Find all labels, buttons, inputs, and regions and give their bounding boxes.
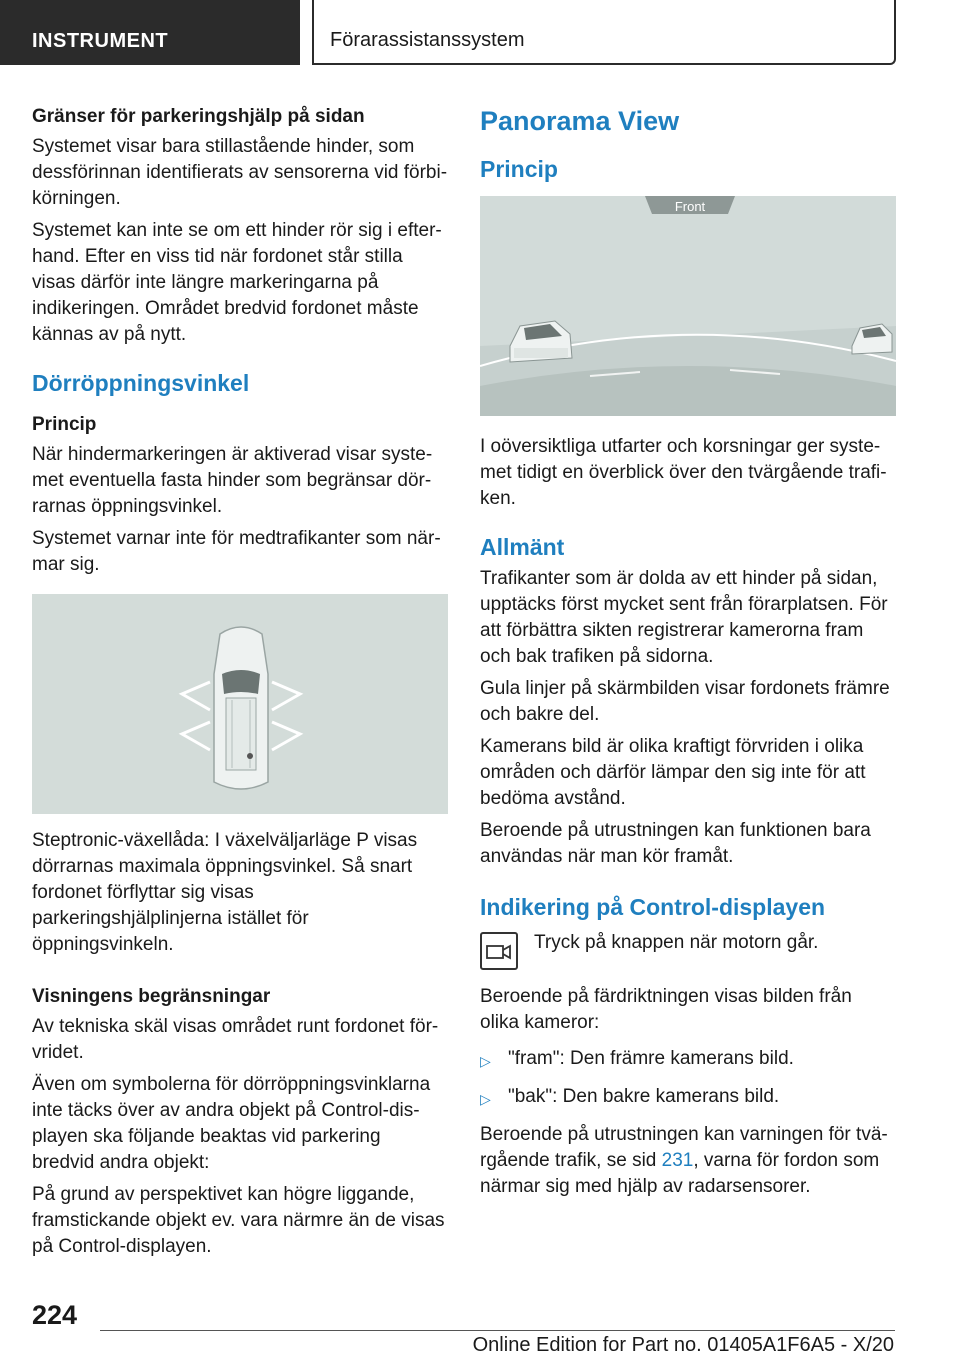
heading-display-limits: Visningens begränsningar <box>32 986 271 1007</box>
page-link[interactable]: 231 <box>661 1150 694 1171</box>
chapter-tab: INSTRUMENT <box>0 0 300 65</box>
paragraph: Kamerans bild är olika kraftigt förvriden i olika områden och därför lämpar den sig inte för att bedöma avstånd. <box>480 736 866 809</box>
heading-control-display: Indikering på Control-displayen <box>480 894 826 920</box>
panorama-image <box>480 196 896 416</box>
paragraph: På grund av perspektivet kan högre liggande, framstickande objekt ev. vara närmre än de visas på Control-displayen. <box>32 1184 445 1257</box>
button-instruction <box>480 932 896 970</box>
paragraph-cross-traffic: Beroende på utrustningen kan varningen för tvärgående trafik, se sid 231, varna för fordon som närmar sig med hjälp av radarsensorer. <box>480 1124 888 1197</box>
paragraph: Systemet varnar inte för medtrafikanter som närmar sig. <box>32 528 441 575</box>
paragraph: Gula linjer på skärmbilden visar fordonets främre och bakre del. <box>480 678 890 725</box>
heading-princip: Princip <box>32 414 97 435</box>
paragraph: Steptronic-växellåda: I växelväljarläge P visas dörrarnas maximala öppningsvinkel. Så snart fordonet förflyttar sig visas parkeringshjälplinjerna istället för öppningsvinkeln. <box>32 830 418 955</box>
paragraph: Beroende på färdriktningen visas bilden från olika kameror: <box>480 986 852 1033</box>
panorama-camera-illustration <box>480 196 896 416</box>
car-top-view-illustration <box>32 594 448 814</box>
triangle-bullet-icon: ▷ <box>480 1053 491 1069</box>
heading-door-angle: Dörröppningsvinkel <box>32 370 250 396</box>
section-title: Förarassistanssystem <box>312 0 896 65</box>
footer-edition: Online Edition for Part no. 01405A1F6A5 - X/20 <box>472 1334 894 1356</box>
paragraph: Systemet visar bara stillastående hinder, som dessförinnan identifierats av sensorerna vid förbikörningen. <box>32 136 448 209</box>
heading-panorama-view: Panorama View <box>480 106 680 136</box>
camera-list <box>480 1046 896 1112</box>
list-item: ▷ "bak": Den bakre kamerans bild. <box>480 1084 896 1112</box>
paragraph: Av tekniska skäl visas området runt fordonet förvridet. <box>32 1016 439 1063</box>
footer-divider <box>100 1330 895 1331</box>
heading-princip: Princip <box>480 156 558 182</box>
paragraph: Trafikanter som är dolda av ett hinder på sidan, upptäcks först mycket sent från förarplatsen. För att förbättra sikten registrerar kamerorna fram och bak trafiken på sidorna. <box>480 568 888 667</box>
door-angle-image <box>32 594 448 814</box>
paragraph: I oöversiktliga utfarter och korsningar ger systemet tidigt en överblick över den tvärgående trafiken. <box>480 436 887 509</box>
heading-general: Allmänt <box>480 534 565 560</box>
left-car-illustration <box>510 321 572 362</box>
paragraph: Beroende på utrustningen kan funktionen bara användas när man kör framåt. <box>480 820 871 867</box>
front-label: Front <box>674 199 706 214</box>
heading-side-limits: Gränser för parkeringshjälp på sidan <box>32 106 365 127</box>
paragraph: När hindermarkeringen är aktiverad visar systemet eventuella fasta hinder som begränsar dörrarnas öppningsvinkel. <box>32 444 433 517</box>
button-instruction-text: Tryck på knappen när motorn går. <box>534 932 819 953</box>
paragraph: Systemet kan inte se om ett hinder rör sig i efterhand. Efter en viss tid när fordonet står stilla visas därför inte längre markeringarna på indikeringen. Området bredvid fordonet måste kännas av på nytt. <box>32 220 442 345</box>
list-item: ▷ "fram": Den främre kamerans bild. <box>480 1046 896 1074</box>
page-number: 224 <box>32 1300 78 1330</box>
triangle-bullet-icon: ▷ <box>480 1091 491 1107</box>
paragraph: Även om symbolerna för dörröppningsvinklarna inte täcks över av andra objekt på Control-displayen ska följande beaktas vid parkering bredvid andra objekt: <box>32 1074 431 1173</box>
camera-button-icon <box>480 932 518 970</box>
left-column <box>32 104 448 1266</box>
right-column <box>480 104 896 1206</box>
